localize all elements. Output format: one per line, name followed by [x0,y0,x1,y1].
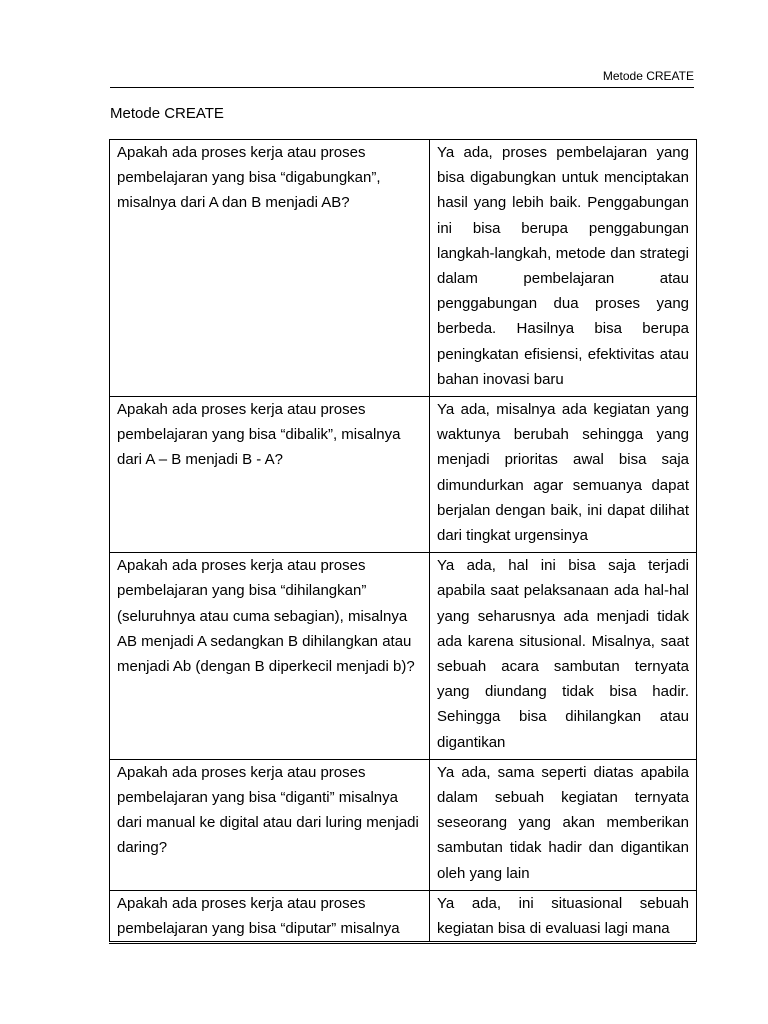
page-bottom-margin [0,944,768,1024]
table-row [110,140,697,397]
running-header-title: Metode CREATE [602,69,694,83]
running-header [110,68,694,88]
section-title: Metode CREATE [110,105,224,122]
question-cell: Apakah ada proses kerja atau proses pembelajaran yang bisa “diputar” misalnya [110,890,430,941]
table-row [110,759,697,890]
question-cell: Apakah ada proses kerja atau proses pembelajaran yang bisa “diganti” misalnya dari manual ke digital atau dari luring menjadi daring? [110,759,430,890]
table-row [110,397,697,553]
table-row [110,890,697,941]
question-cell: Apakah ada proses kerja atau proses pembelajaran yang bisa “dibalik”, misalnya dari A – B menjadi B - A? [110,397,430,553]
create-method-table [109,139,697,942]
answer-cell: Ya ada, misalnya ada kegiatan yang waktunya berubah sehingga yang menjadi prioritas awal bisa saja dimundurkan agar semuanya dapat berjalan dengan baik, ini dapat dilihat dari tingkat urgensinya [430,397,697,553]
question-cell: Apakah ada proses kerja atau proses pembelajaran yang bisa “digabungkan”, misalnya dari A dan B menjadi AB? [110,140,430,397]
answer-cell: Ya ada, proses pembelajaran yang bisa digabungkan untuk menciptakan hasil yang lebih baik. Penggabungan ini bisa berupa penggabungan langkah-langkah, metode dan strategi dalam pembelajaran atau penggabungan dua proses yang berbeda. Hasilnya bisa berupa peningkatan efisiensi, efektivitas atau bahan inovasi baru [430,140,697,397]
table-page-break-edge [109,943,696,944]
answer-cell: Ya ada, sama seperti diatas apabila dalam sebuah kegiatan ternyata seseorang yang akan memberikan sambutan tidak hadir dan digantikan oleh yang lain [430,759,697,890]
question-cell: Apakah ada proses kerja atau proses pembelajaran yang bisa “dihilangkan” (seluruhnya atau cuma sebagian), misalnya AB menjadi A sedangkan B dihilangkan atau menjadi Ab (dengan B diperkecil menjadi b)? [110,553,430,760]
answer-cell: Ya ada, hal ini bisa saja terjadi apabila saat pelaksanaan ada hal-hal yang seharusnya ada menjadi tidak ada karena situsional. Misalnya, saat sebuah acara sambutan ternyata yang diundang tidak bisa hadir. Sehingga bisa dihilangkan atau digantikan [430,553,697,760]
table-row [110,553,697,760]
answer-cell: Ya ada, ini situasional sebuah kegiatan bisa di evaluasi lagi mana [430,890,697,941]
